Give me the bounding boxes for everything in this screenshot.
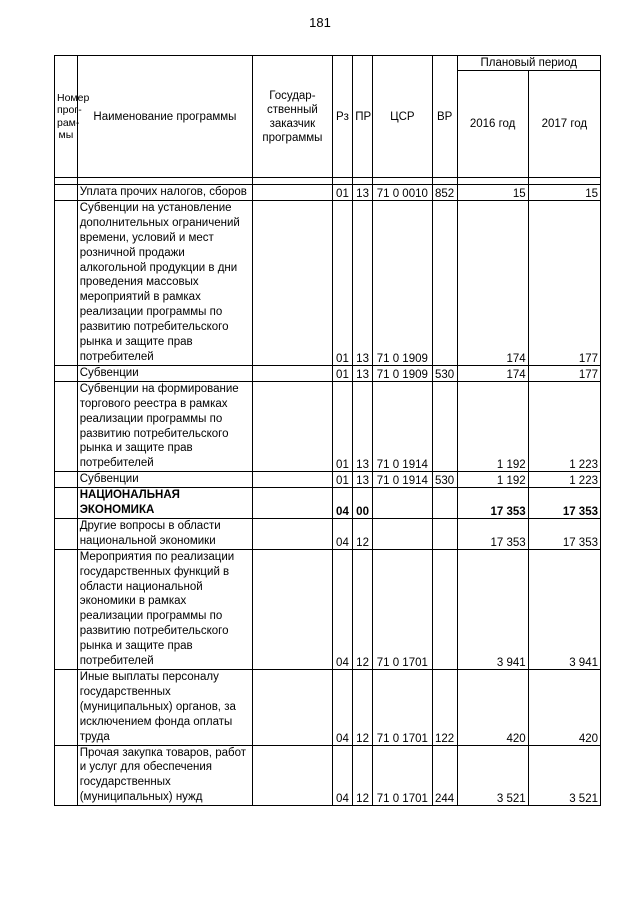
budget-table xyxy=(54,55,601,806)
row-2017-cell: 1 223 xyxy=(528,381,600,471)
row-csr-cell: 71 0 1701 xyxy=(372,670,432,746)
row-2016-cell: 420 xyxy=(457,670,528,746)
table-row xyxy=(55,488,601,519)
row-vr-cell xyxy=(432,549,457,669)
row-2017-cell: 3 521 xyxy=(528,745,600,806)
header-year-2016: 2016 год xyxy=(457,71,528,178)
row-2016-cell: 174 xyxy=(457,200,528,365)
row-vr-cell xyxy=(432,381,457,471)
header-customer: Государ-ственный заказчик программы xyxy=(253,56,332,178)
table-row xyxy=(55,365,601,381)
row-customer-cell xyxy=(253,185,332,201)
row-number-cell xyxy=(55,381,78,471)
row-vr-cell: 530 xyxy=(432,365,457,381)
table-row xyxy=(55,381,601,471)
row-name-cell: Мероприятия по реализации государственных функций в области национальной экономики в рамках реализации программы по развитию потребительского рынка и защите прав потребителей xyxy=(77,549,252,669)
row-customer-cell xyxy=(253,381,332,471)
row-rz-cell: 01 xyxy=(332,472,353,488)
row-2017-cell: 3 941 xyxy=(528,549,600,669)
row-name-cell: Прочая закупка товаров, работ и услуг для обеспечения государственных (муниципальных) нужд xyxy=(77,745,252,806)
table-body xyxy=(55,185,601,806)
row-vr-cell xyxy=(432,488,457,519)
header-csr: ЦСР xyxy=(372,56,432,178)
row-number-cell xyxy=(55,670,78,746)
row-name-cell: Субвенции на установление дополнительных ограничений времени, условий и мест розничной продажи алкогольной продукции в дни проведения массовых мероприятий в рамках реализации программы по развитию потребительского рынка и защите прав потребителей xyxy=(77,200,252,365)
row-pr-cell: 12 xyxy=(353,549,373,669)
row-vr-cell: 122 xyxy=(432,670,457,746)
row-rz-cell: 01 xyxy=(332,365,353,381)
row-customer-cell xyxy=(253,745,332,806)
row-name-cell: Субвенции xyxy=(77,472,252,488)
row-csr-cell: 71 0 1909 xyxy=(372,200,432,365)
row-number-cell xyxy=(55,365,78,381)
row-csr-cell xyxy=(372,518,432,549)
row-name-cell: Иные выплаты персоналу государственных (муниципальных) органов, за исключением фонда оплаты труда xyxy=(77,670,252,746)
header-year-2017: 2017 год xyxy=(528,71,600,178)
row-rz-cell: 04 xyxy=(332,670,353,746)
row-vr-cell: 852 xyxy=(432,185,457,201)
row-rz-cell: 04 xyxy=(332,518,353,549)
row-csr-cell: 71 0 0010 xyxy=(372,185,432,201)
row-vr-cell: 244 xyxy=(432,745,457,806)
row-customer-cell xyxy=(253,200,332,365)
row-csr-cell: 71 0 1914 xyxy=(372,472,432,488)
header-vr: ВР xyxy=(432,56,457,178)
table-row xyxy=(55,472,601,488)
row-vr-cell xyxy=(432,200,457,365)
row-2017-cell: 15 xyxy=(528,185,600,201)
row-pr-cell: 13 xyxy=(353,472,373,488)
header-program-name: Наименование программы xyxy=(77,56,252,178)
row-2016-cell: 17 353 xyxy=(457,518,528,549)
row-2016-cell: 3 521 xyxy=(457,745,528,806)
row-csr-cell: 71 0 1701 xyxy=(372,745,432,806)
row-number-cell xyxy=(55,745,78,806)
row-name-cell: Субвенции xyxy=(77,365,252,381)
row-number-cell xyxy=(55,488,78,519)
row-rz-cell: 01 xyxy=(332,185,353,201)
row-customer-cell xyxy=(253,488,332,519)
row-rz-cell: 04 xyxy=(332,488,353,519)
row-vr-cell: 530 xyxy=(432,472,457,488)
row-2017-cell: 17 353 xyxy=(528,488,600,519)
row-customer-cell xyxy=(253,472,332,488)
row-2016-cell: 3 941 xyxy=(457,549,528,669)
table-row xyxy=(55,670,601,746)
row-customer-cell xyxy=(253,518,332,549)
table-row xyxy=(55,745,601,806)
row-number-cell xyxy=(55,185,78,201)
row-pr-cell: 13 xyxy=(353,200,373,365)
row-pr-cell: 13 xyxy=(353,381,373,471)
row-customer-cell xyxy=(253,549,332,669)
row-csr-cell: 71 0 1909 xyxy=(372,365,432,381)
row-vr-cell xyxy=(432,518,457,549)
row-customer-cell xyxy=(253,365,332,381)
header-planned-period: Плановый период xyxy=(457,56,601,71)
row-2017-cell: 1 223 xyxy=(528,472,600,488)
row-2017-cell: 17 353 xyxy=(528,518,600,549)
header-rz: Рз xyxy=(332,56,353,178)
header-pr: ПР xyxy=(353,56,373,178)
row-pr-cell: 13 xyxy=(353,365,373,381)
row-2016-cell: 15 xyxy=(457,185,528,201)
table-row xyxy=(55,549,601,669)
row-rz-cell: 04 xyxy=(332,745,353,806)
row-name-cell: Другие вопросы в области национальной экономики xyxy=(77,518,252,549)
row-name-cell: НАЦИОНАЛЬНАЯ ЭКОНОМИКА xyxy=(77,488,252,519)
row-name-cell: Субвенции на формирование торгового реестра в рамках реализации программы по развитию потребительского рынка и защите прав потребителей xyxy=(77,381,252,471)
table-row xyxy=(55,518,601,549)
row-number-cell xyxy=(55,518,78,549)
row-pr-cell: 12 xyxy=(353,745,373,806)
page-number: 181 xyxy=(309,15,331,30)
row-csr-cell: 71 0 1701 xyxy=(372,549,432,669)
row-rz-cell: 04 xyxy=(332,549,353,669)
row-2017-cell: 420 xyxy=(528,670,600,746)
row-pr-cell: 00 xyxy=(353,488,373,519)
row-number-cell xyxy=(55,549,78,669)
row-2016-cell: 1 192 xyxy=(457,472,528,488)
row-csr-cell xyxy=(372,488,432,519)
row-2017-cell: 177 xyxy=(528,365,600,381)
row-rz-cell: 01 xyxy=(332,381,353,471)
table-row xyxy=(55,185,601,201)
row-2017-cell: 177 xyxy=(528,200,600,365)
row-customer-cell xyxy=(253,670,332,746)
header-program-number: Номер прог-рам-мы xyxy=(55,56,78,178)
row-pr-cell: 13 xyxy=(353,185,373,201)
row-number-cell xyxy=(55,200,78,365)
row-2016-cell: 174 xyxy=(457,365,528,381)
row-2016-cell: 1 192 xyxy=(457,381,528,471)
row-csr-cell: 71 0 1914 xyxy=(372,381,432,471)
row-pr-cell: 12 xyxy=(353,518,373,549)
row-2016-cell: 17 353 xyxy=(457,488,528,519)
row-number-cell xyxy=(55,472,78,488)
row-pr-cell: 12 xyxy=(353,670,373,746)
row-rz-cell: 01 xyxy=(332,200,353,365)
row-name-cell: Уплата прочих налогов, сборов xyxy=(77,185,252,201)
table-row xyxy=(55,200,601,365)
